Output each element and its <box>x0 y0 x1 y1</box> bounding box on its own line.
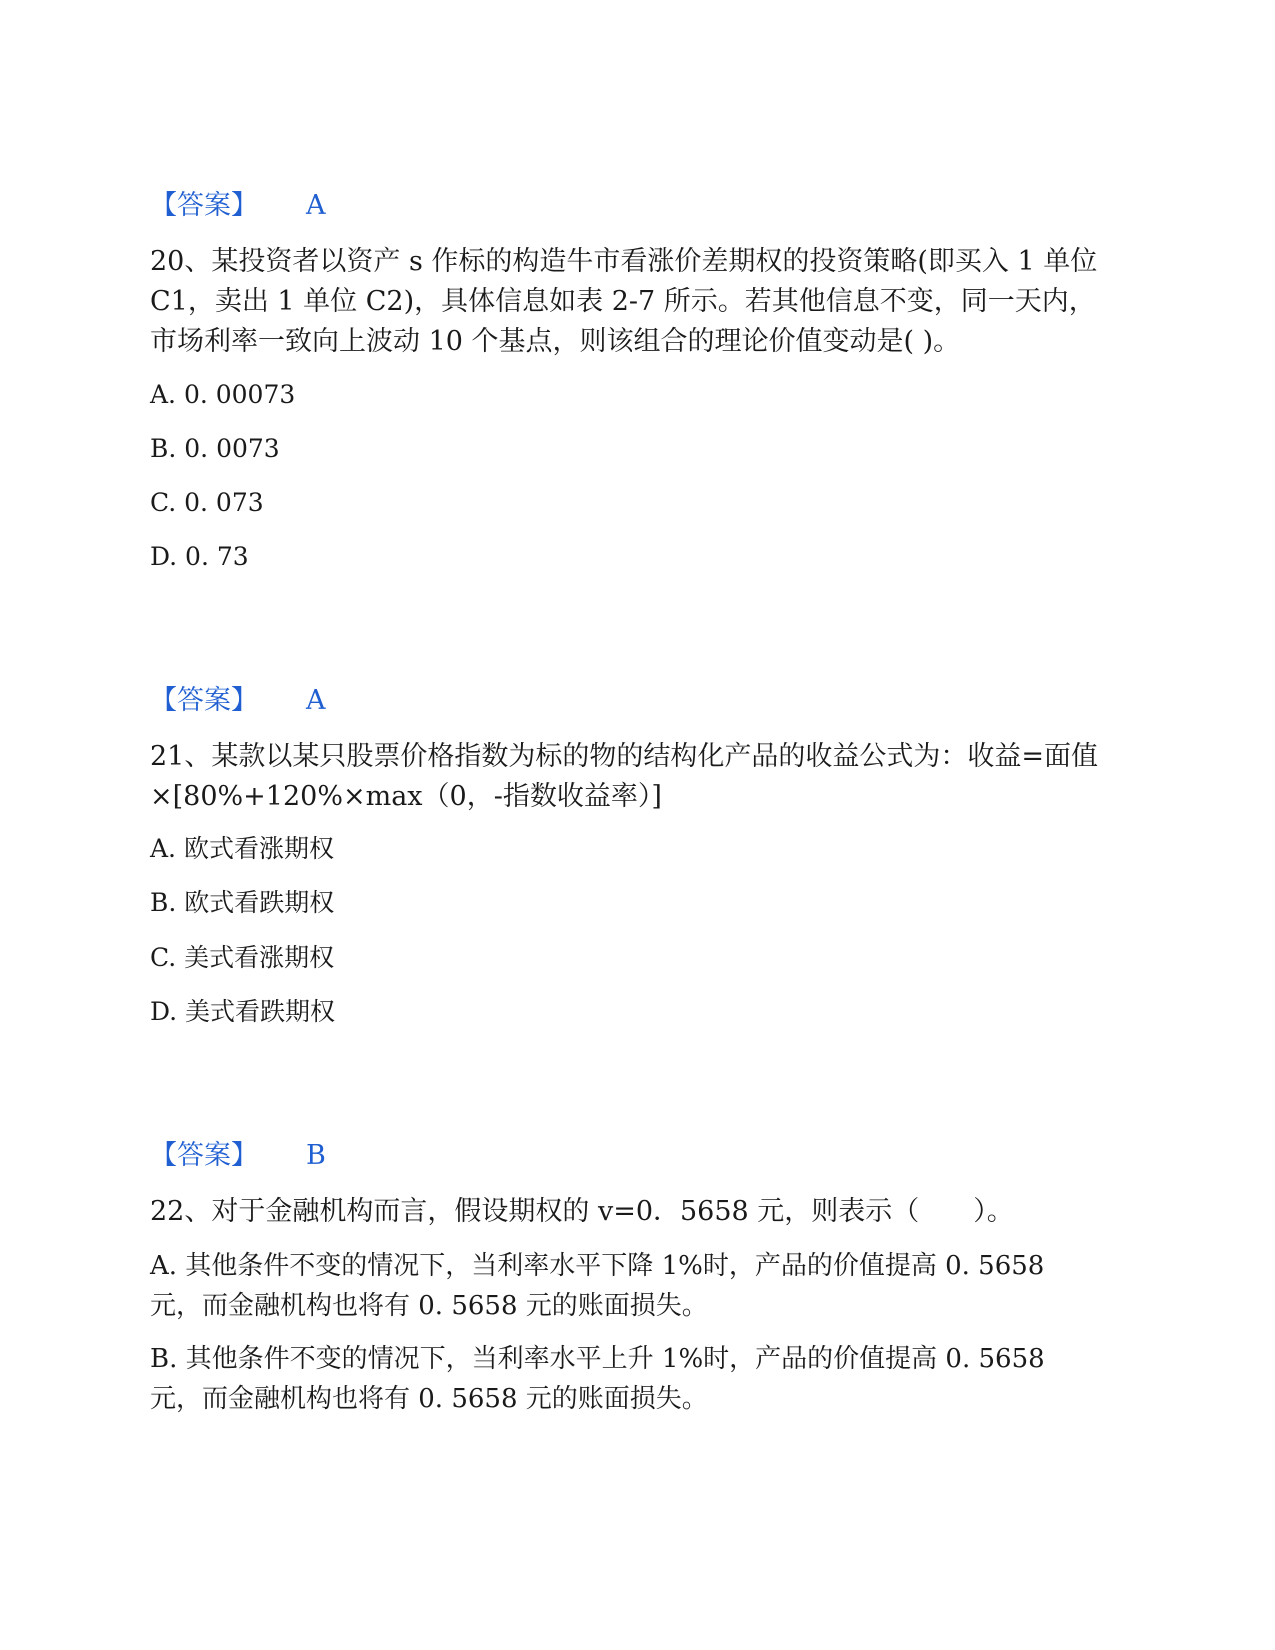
answer-label: 【答案】 <box>150 685 258 716</box>
answer-value: A <box>306 685 326 716</box>
question-21-option-b: B. 欧式看跌期权 <box>150 888 335 917</box>
answer-label: 【答案】 <box>150 1140 258 1171</box>
question-22-text: 22、对于金融机构而言，假设期权的 v=0．5658 元，则表示（ ）。 <box>150 1196 1014 1227</box>
question-20-text: 20、某投资者以资产 s 作标的构造牛市看涨价差期权的投资策略(即买入 1 单位 C1，卖出 1 单位 C2)，具体信息如表 2-7 所示。若其他信息不变，同一天内，市场利率一致向上波动 10 个基点，则该组合的理论价值变动是( )。 <box>150 246 1098 357</box>
answer-value: A <box>306 190 326 221</box>
question-21-option-a: A. 欧式看涨期权 <box>150 834 334 863</box>
question-20-option-d: D. 0. 73 <box>150 542 249 571</box>
question-22-option-b: B. 其他条件不变的情况下，当利率水平上升 1%时，产品的价值提高 0. 5658 元，而金融机构也将有 0. 5658 元的账面损失。 <box>150 1344 1045 1414</box>
answer-label: 【答案】 <box>150 190 258 221</box>
question-21-option-c: C. 美式看涨期权 <box>150 943 335 972</box>
answer-line <box>150 188 1100 224</box>
answer-value: B <box>306 1140 326 1171</box>
answer-line <box>150 683 1100 719</box>
answer-line <box>150 1138 1100 1174</box>
question-20-option-c: C. 0. 073 <box>150 488 264 517</box>
question-20-option-b: B. 0. 0073 <box>150 434 280 463</box>
question-21-text: 21、某款以某只股票价格指数为标的物的结构化产品的收益公式为：收益=面值×[80%+120%×max（0，-指数收益率）] <box>150 741 1098 812</box>
question-22-option-a: A. 其他条件不变的情况下，当利率水平下降 1%时，产品的价值提高 0. 5658 元，而金融机构也将有 0. 5658 元的账面损失。 <box>150 1251 1045 1321</box>
question-21-option-d: D. 美式看跌期权 <box>150 997 336 1026</box>
question-20-option-a: A. 0. 00073 <box>150 380 296 409</box>
